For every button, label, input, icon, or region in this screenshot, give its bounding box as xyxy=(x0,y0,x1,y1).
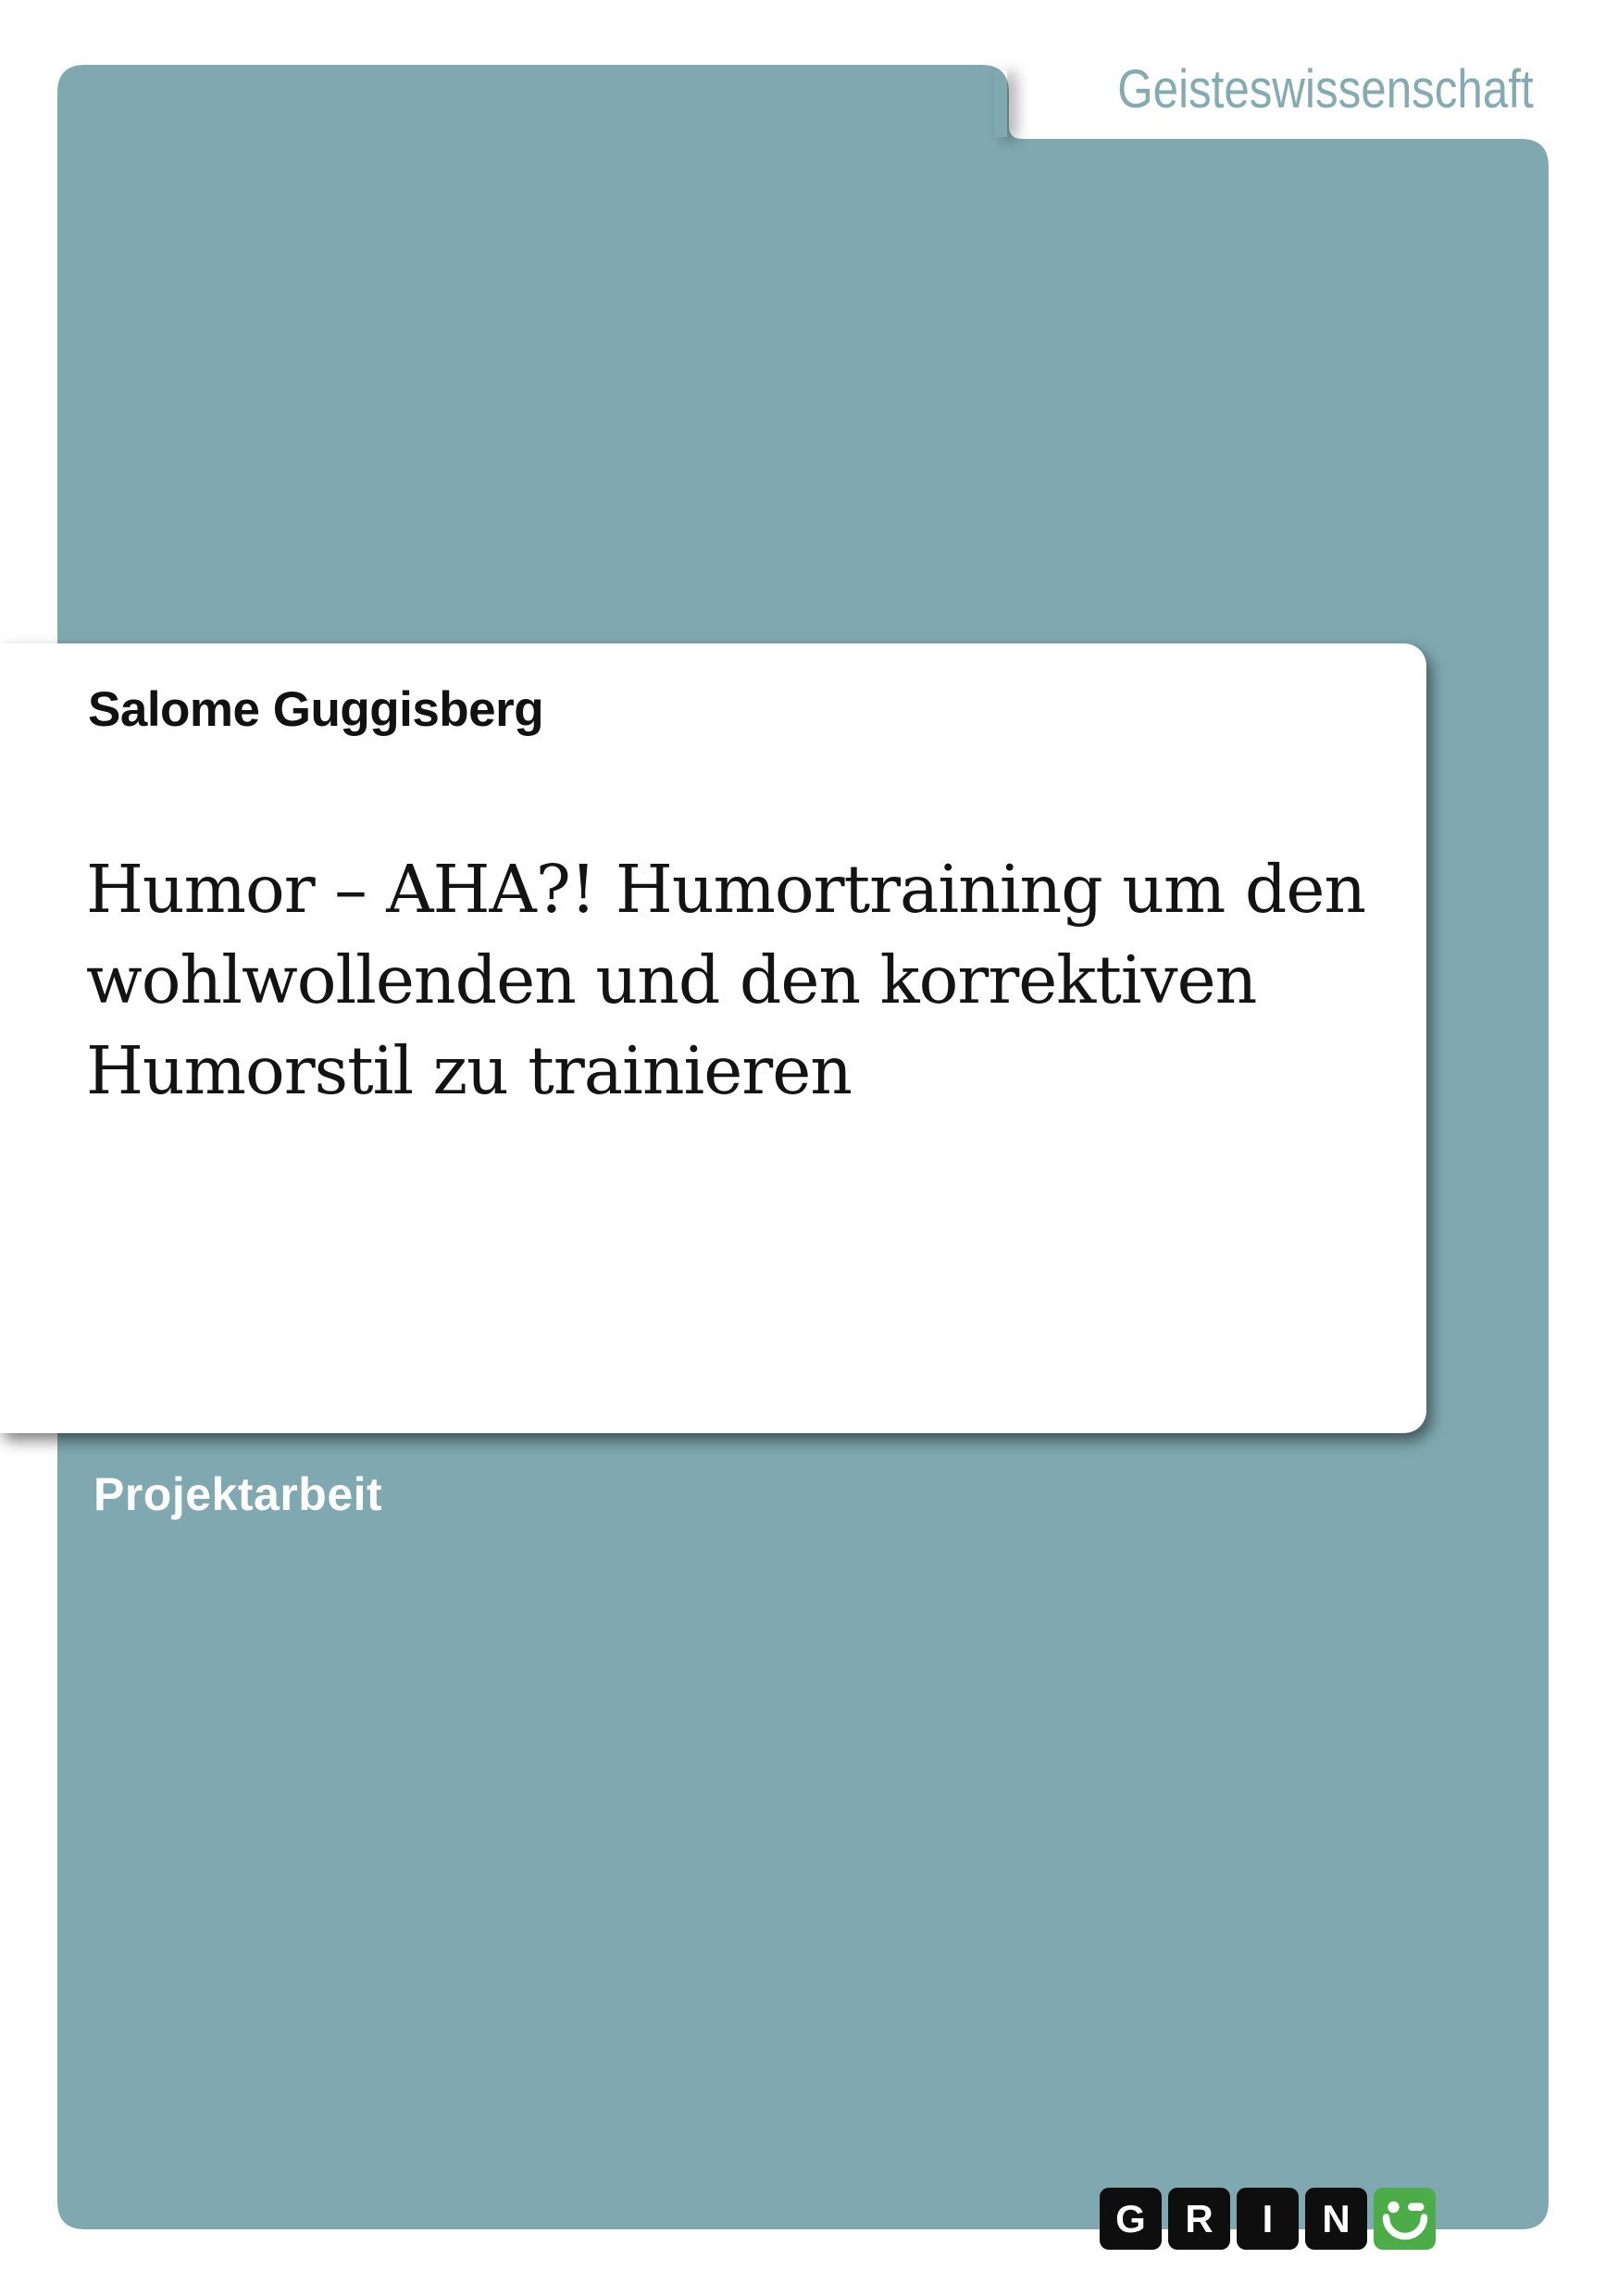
author-name: Salome Guggisberg xyxy=(88,682,544,737)
book-title xyxy=(86,844,1371,1117)
tab-edge-shadow xyxy=(994,70,1007,137)
book-title-line: Humor – AHA?! Humortraining um den xyxy=(86,851,1366,928)
logo-letter-tile: G xyxy=(1100,2188,1162,2250)
logo-letter-tile: R xyxy=(1168,2188,1230,2250)
grin-logo xyxy=(1100,2188,1436,2250)
logo-smiley-tile xyxy=(1374,2188,1436,2250)
logo-letter-tile: N xyxy=(1305,2188,1367,2250)
document-type-label: Projektarbeit xyxy=(93,1468,383,1520)
book-title-line: Humorstil zu trainieren xyxy=(86,1032,852,1109)
category-label: Geisteswissenschaft xyxy=(1117,59,1534,119)
book-title-line: wohlwollenden und den korrektiven xyxy=(86,942,1257,1018)
logo-letter-tile: I xyxy=(1237,2188,1299,2250)
title-card xyxy=(0,643,1426,1433)
winking-smiley-icon xyxy=(1374,2188,1436,2250)
